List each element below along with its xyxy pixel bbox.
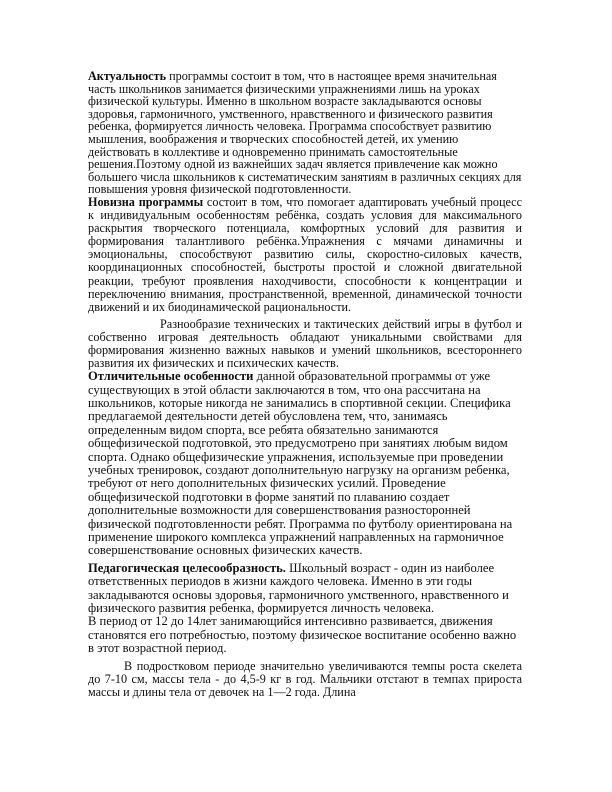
relevance-text: программы состоит в том, что в настоящее время значительная часть школьников занимается физическими упражнениями лишь на уроках физической культуры. Именно в школьном возрасте закладываются основы здоровья, гармоничного, умственного, нравственного и физического развития ребенка, формируется личность человека. Программа способствует развитию мышления, воображения и творческих способностей детей, их умению действовать в коллективе и одновременно принимать самостоятельные решения.Поэтому одной из важнейших задач является привлечение как можно большего числа школьников к систематическим занятиям в различных секциях для повышения уровня физической подготовленности. xyxy=(88,69,522,197)
variety-text: Разнообразие технических и тактических действий игры в футбол и собственно игровая деятельность обладают уникальными свойствами для формирования жизненно важных навыков и умений школьников, всестороннего развития их физических и психических качеств. xyxy=(88,316,522,371)
distinctive-text: данной образовательной программы от уже существующих в этой области заключаются в том, что она рассчитана на школьников, которые никогда не занимались в спортивной секции. Специфика предлагаемой деятельности детей обусловлена тем, что, занимаясь определенным видом спорта, все ребята обязательно занимаются общефизической подготовкой, это предусмотрено при занятиях любым видом спорта. Однако общефизические упражнения, используемые при проведении учебных тренировок, создают дополнительную нагрузку на организм ребенка, требуют от него дополнительных физических усилий. Проведение общефизической подготовки в форме занятий по плаванию создает дополнительные возможности для совершенствования разносторонней физической подготовленности ребят. Программа по футболу ориентирована на применение широкого комплекса упражнений направленных на гармоничное совершенствование основных физических качеств. xyxy=(88,369,513,558)
document-page xyxy=(88,70,522,699)
paragraph-adolescence xyxy=(88,660,522,699)
paragraph-pedagogical xyxy=(88,562,522,616)
paragraph-age-period xyxy=(88,615,522,655)
novelty-heading: Новизна программы xyxy=(88,194,204,209)
pedagogical-text: Школьный возраст - один из наиболее ответственных периодов в жизни каждого человека. Именно в эти годы закладываются основы здоровья, гармоничного умственного, нравственного и физического развития ребенка, формируется личность человека. xyxy=(88,560,509,616)
distinctive-heading: Отличительные особенности xyxy=(88,369,254,384)
paragraph-novelty xyxy=(88,196,522,314)
novelty-text: состоит в том, что помогает адаптировать учебный процесс к индивидуальным особенностям ребёнка, создать условия для максимального раскрытия творческого потенциала, комфортных условий для развития и формирования талантливого ребёнка.Упражнения с мячами динамичны и эмоциональны, способствуют развитию силы, скоростно-силовых качеств, координационных способностей, быстроты простой и сложной двигательной реакции, требуют проявления находчивости, способности к концентрации и переключению внимания, пространственной, временной, динамической точности движений и их биодинамической рациональности. xyxy=(88,194,523,314)
paragraph-variety xyxy=(88,318,522,370)
relevance-heading: Актуальность xyxy=(88,69,170,83)
paragraph-distinctive-features xyxy=(88,370,522,558)
paragraph-relevance xyxy=(88,70,522,196)
adolescence-text: В подростковом периоде значительно увеличиваются темпы роста скелета до 7-10 см, массы тела - до 4,5-9 кг в год. Мальчики отстают в темпах прироста массы и длины тела от девочек на 1—2 года. Длина xyxy=(88,658,522,699)
age-period-text: В период от 12 до 14лет занимающийся интенсивно развивается, движения становятся его потребностью, поэтому физическое воспитание особенно важно в этот возрастной период. xyxy=(88,614,517,656)
pedagogical-heading: Педагогическая целесообразность. xyxy=(88,560,286,575)
